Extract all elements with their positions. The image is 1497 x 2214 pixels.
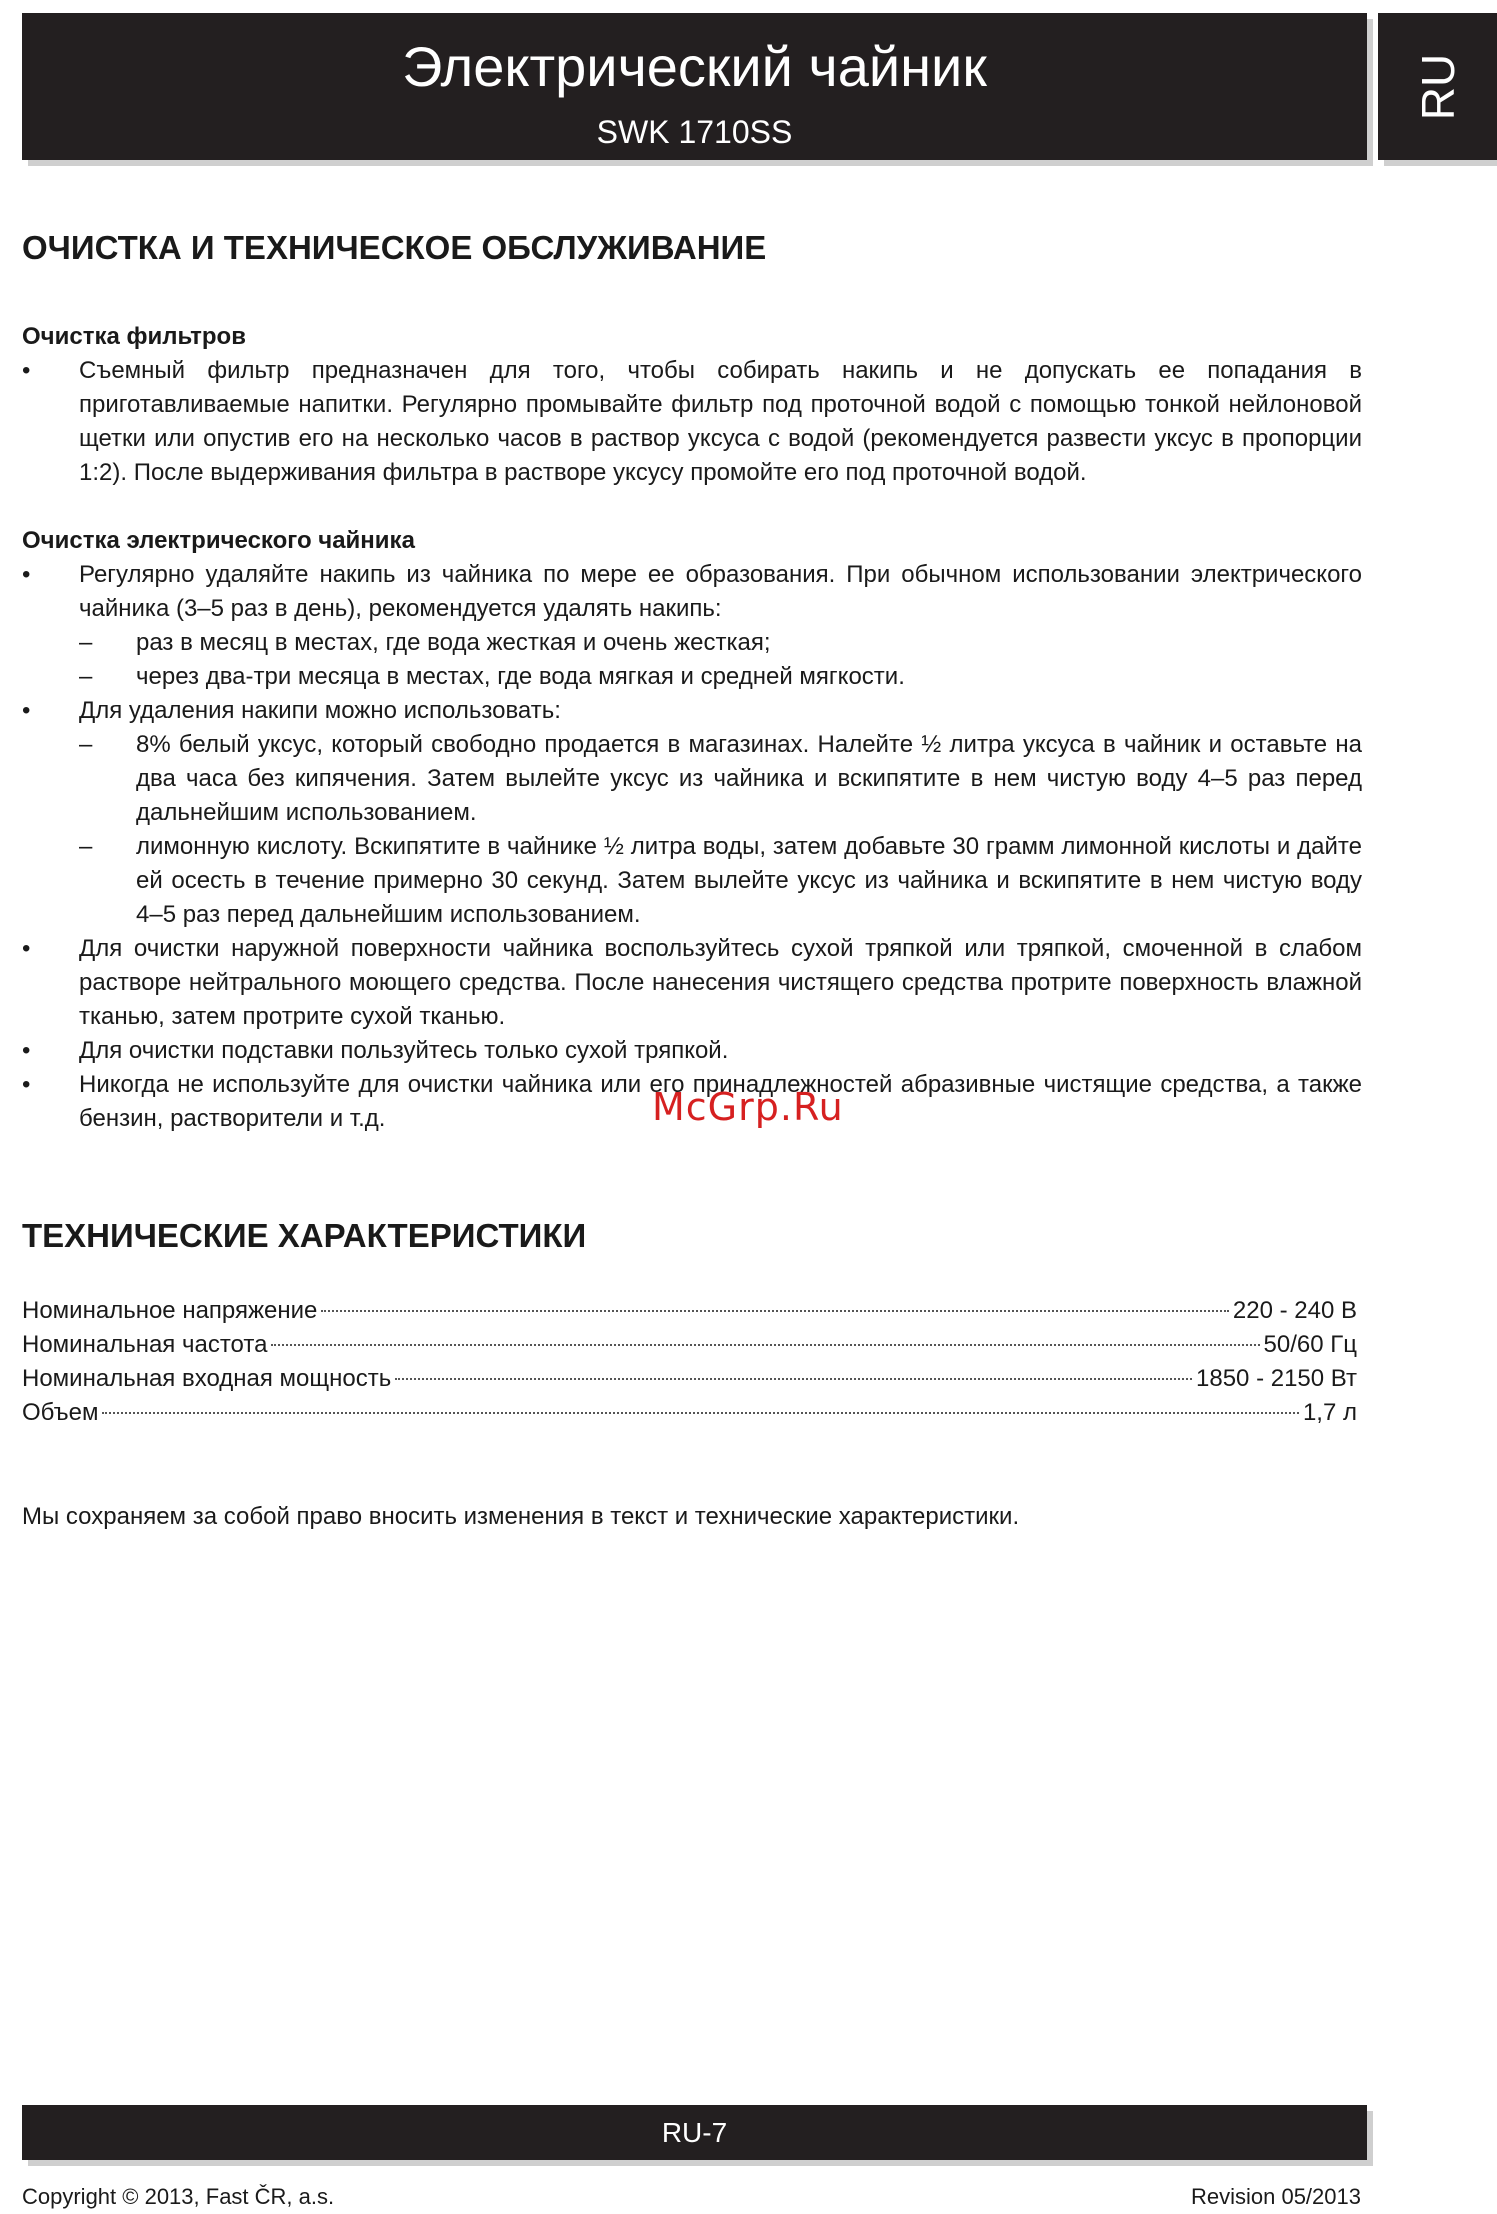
subheading-filters: Очистка фильтров xyxy=(22,323,246,350)
spec-value: 1,7 л xyxy=(1302,1399,1357,1426)
sub-list-item xyxy=(79,626,1362,660)
page-number-bar xyxy=(22,2105,1367,2160)
dot-leader xyxy=(321,1310,1229,1312)
page-number: RU-7 xyxy=(661,2117,728,2148)
spec-row xyxy=(22,1396,1357,1430)
filters-list xyxy=(22,354,1362,490)
list-item-text: Регулярно удаляйте накипь из чайника по мере ее образования. При обычном использовании электрического чайника (3–5 раз в день), рекомендуется удалять накипь: xyxy=(79,561,1362,622)
sub-list-item-text: через два-три месяца в местах, где вода мягкая и средней мягкости. xyxy=(136,663,905,690)
spec-value: 220 - 240 В xyxy=(1232,1297,1357,1324)
spec-label: Номинальная частота xyxy=(22,1331,268,1358)
list-item-text: Никогда не используйте для очистки чайника или его принадлежностей абразивные чистящие средства, а также бензин, растворители и т.д. xyxy=(79,1071,1362,1132)
list-item-text: Для очистки наружной поверхности чайника воспользуйтесь сухой тряпкой или тряпкой, смоченной в слабом растворе нейтрального моющего средства. После нанесения чистящего средства протрите поверхность влажной тканью, затем протрите сухой тканью. xyxy=(79,935,1362,1030)
list-item xyxy=(22,932,1362,1034)
dash-mark: – xyxy=(79,833,93,860)
watermark: McGrp.Ru xyxy=(652,1085,844,1129)
dash-mark: – xyxy=(79,629,93,656)
sub-list-item-text: раз в месяц в местах, где вода жесткая и очень жесткая; xyxy=(136,629,771,656)
dot-leader xyxy=(395,1378,1192,1380)
spec-value: 50/60 Гц xyxy=(1263,1331,1357,1358)
sub-list xyxy=(79,728,1362,932)
sub-list-item xyxy=(79,728,1362,830)
model-number: SWK 1710SS xyxy=(596,114,793,150)
bullet-mark: • xyxy=(22,697,31,724)
specs-table xyxy=(22,1294,1357,1430)
language-label: RU xyxy=(1411,53,1464,120)
subheading-kettle: Очистка электрического чайника xyxy=(22,527,415,554)
list-item xyxy=(22,694,1362,932)
list-item-text: Для удаления накипи можно использовать: xyxy=(79,697,561,724)
sub-list-item xyxy=(79,830,1362,932)
spec-label: Объем xyxy=(22,1399,99,1426)
sub-list-item-text: 8% белый уксус, который свободно продается в магазинах. Налейте ½ литра уксуса в чайник и оставьте на два часа без кипячения. Затем вылейте уксус из чайника и вскипятите в нем чистую воду 4–5 раз перед дальнейшим использованием. xyxy=(136,731,1362,826)
dot-leader xyxy=(102,1412,1298,1414)
bullet-mark: • xyxy=(22,357,31,384)
spec-row xyxy=(22,1362,1357,1396)
dot-leader xyxy=(271,1344,1259,1346)
bullet-mark: • xyxy=(22,935,31,962)
section-heading-specs: ТЕХНИЧЕСКИЕ ХАРАКТЕРИСТИКИ xyxy=(22,1217,587,1254)
main-content xyxy=(22,228,1362,1534)
document-title: Электрический чайник xyxy=(402,35,987,98)
document-header xyxy=(22,13,1367,160)
revision: Revision 05/2013 xyxy=(1190,2184,1361,2209)
spec-row xyxy=(22,1294,1357,1328)
list-item xyxy=(22,1034,1362,1068)
spec-label: Номинальное напряжение xyxy=(22,1297,318,1324)
spec-label: Номинальная входная мощность xyxy=(22,1365,392,1392)
dash-mark: – xyxy=(79,731,93,758)
kettle-list xyxy=(22,558,1362,1136)
bullet-mark: • xyxy=(22,1071,31,1098)
spec-value: 1850 - 2150 Вт xyxy=(1196,1365,1357,1392)
sub-list-item xyxy=(79,660,1362,694)
disclaimer-note: Мы сохраняем за собой право вносить изменения в текст и технические характеристики. xyxy=(22,1503,1020,1530)
list-item-text: Съемный фильтр предназначен для того, чтобы собирать накипь и не допускать ее попадания в приготавливаемые напитки. Регулярно промывайте фильтр под проточной водой с помощью тонкой нейлоновой щетки или опустив его на несколько часов в раствор уксуса с водой (рекомендуется развести уксус в пропорции 1:2). После выдерживания фильтра в растворе уксусу промойте его под проточной водой. xyxy=(79,357,1362,486)
copyright: Copyright © 2013, Fast ČR, a.s. xyxy=(22,2184,335,2209)
dash-mark: – xyxy=(79,663,93,690)
list-item xyxy=(22,558,1362,694)
bullet-mark: • xyxy=(22,561,31,588)
language-tab xyxy=(1378,13,1497,160)
sub-list xyxy=(79,626,1362,694)
spec-row xyxy=(22,1328,1357,1362)
list-item xyxy=(22,354,1362,490)
bullet-mark: • xyxy=(22,1037,31,1064)
list-item-text: Для очистки подставки пользуйтесь только сухой тряпкой. xyxy=(79,1037,729,1064)
sub-list-item-text: лимонную кислоту. Вскипятите в чайнике ½ литра воды, затем добавьте 30 грамм лимонной кислоты и дайте ей осесть в течение примерно 30 секунд. Затем вылейте уксус из чайника и вскипятите в нем чистую воду 4–5 раз перед дальнейшим использованием. xyxy=(136,833,1362,928)
section-heading-cleaning: ОЧИСТКА И ТЕХНИЧЕСКОЕ ОБСЛУЖИВАНИЕ xyxy=(22,229,767,266)
